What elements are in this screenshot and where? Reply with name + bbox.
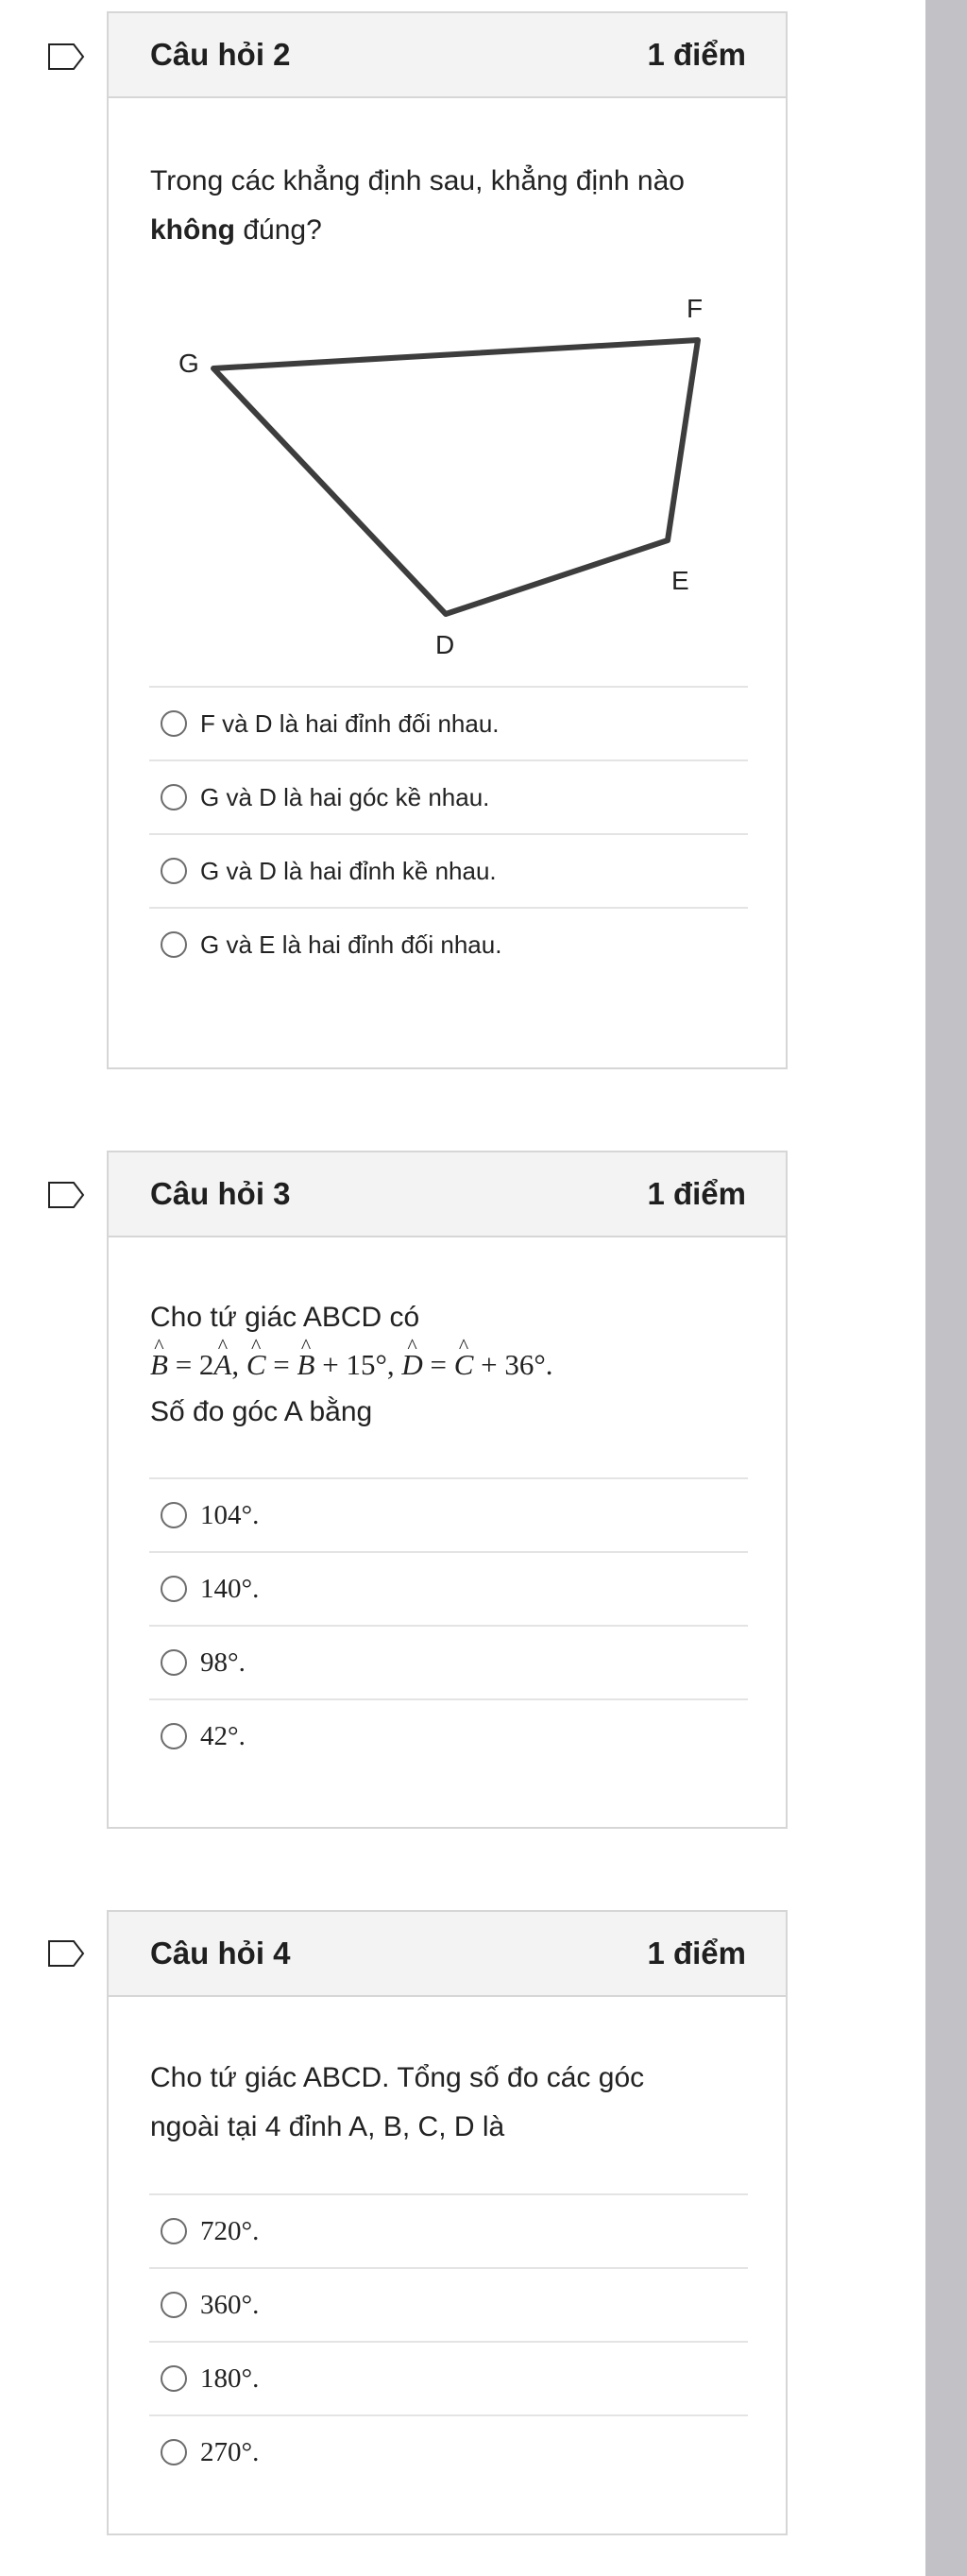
flag-icon[interactable] <box>47 1181 85 1209</box>
answer-option[interactable]: 98°. <box>149 1625 748 1698</box>
answer-option[interactable]: 180°. <box>149 2341 748 2414</box>
radio-button[interactable] <box>161 710 187 737</box>
radio-button[interactable] <box>161 2218 187 2244</box>
answer-options <box>149 686 748 981</box>
answer-option[interactable]: 360°. <box>149 2267 748 2341</box>
quadrilateral-figure <box>109 251 789 686</box>
question-header <box>109 13 786 98</box>
radio-button[interactable] <box>161 1723 187 1749</box>
radio-button[interactable] <box>161 1649 187 1676</box>
question-card-2 <box>107 11 788 1069</box>
radio-button[interactable] <box>161 2365 187 2392</box>
flag-icon[interactable] <box>47 43 85 71</box>
answer-option[interactable]: 104°. <box>149 1477 748 1551</box>
flag-icon[interactable] <box>47 1939 85 1968</box>
vertex-label-d: D <box>435 630 455 659</box>
vertex-label-e: E <box>671 566 689 595</box>
question-title: Câu hỏi 4 <box>150 1936 291 1970</box>
question-card-3 <box>107 1151 788 1829</box>
radio-button[interactable] <box>161 931 187 958</box>
answer-option[interactable]: 720°. <box>149 2193 748 2267</box>
question-title: Câu hỏi 3 <box>150 1176 291 1211</box>
answer-option[interactable]: F và D là hai đỉnh đối nhau. <box>149 686 748 759</box>
formula: ^ B = 2^ A, ^ C = ^ B + 15°, ^ D = ^ C + 36°. <box>150 1341 748 1389</box>
question-card-4 <box>107 1910 788 2535</box>
question-text: Cho tứ giác ABCD có ^ B = 2^ A, ^ C = ^ B + 15°, ^ D = ^ C + 36°. Số đo góc A bằng <box>109 1294 786 1436</box>
radio-button[interactable] <box>161 1576 187 1602</box>
answer-options <box>149 1477 748 1772</box>
radio-button[interactable] <box>161 2292 187 2318</box>
vertex-label-f: F <box>687 294 704 323</box>
question-points: 1 điểm <box>647 1176 746 1211</box>
answer-option[interactable]: 270°. <box>149 2414 748 2488</box>
answer-options <box>149 2193 748 2488</box>
answer-option[interactable]: G và D là hai góc kề nhau. <box>149 759 748 833</box>
answer-option[interactable]: 140°. <box>149 1551 748 1625</box>
answer-option[interactable]: G và D là hai đỉnh kề nhau. <box>149 833 748 907</box>
question-title: Câu hỏi 2 <box>150 37 291 72</box>
question-header <box>109 1152 786 1237</box>
scrollbar[interactable] <box>925 0 967 2576</box>
radio-button[interactable] <box>161 1502 187 1528</box>
question-points: 1 điểm <box>647 1936 746 1970</box>
question-text: Cho tứ giác ABCD. Tổng số đo các góc ngoài tại 4 đỉnh A, B, C, D là <box>150 2062 645 2142</box>
vertex-label-g: G <box>178 349 199 378</box>
question-text: Trong các khẳng định sau, khẳng định nào không đúng? <box>150 165 685 246</box>
answer-option[interactable]: 42°. <box>149 1698 748 1772</box>
question-header <box>109 1912 786 1997</box>
question-points: 1 điểm <box>647 37 746 72</box>
answer-option[interactable]: G và E là hai đỉnh đối nhau. <box>149 907 748 981</box>
radio-button[interactable] <box>161 784 187 810</box>
radio-button[interactable] <box>161 858 187 884</box>
radio-button[interactable] <box>161 2439 187 2465</box>
